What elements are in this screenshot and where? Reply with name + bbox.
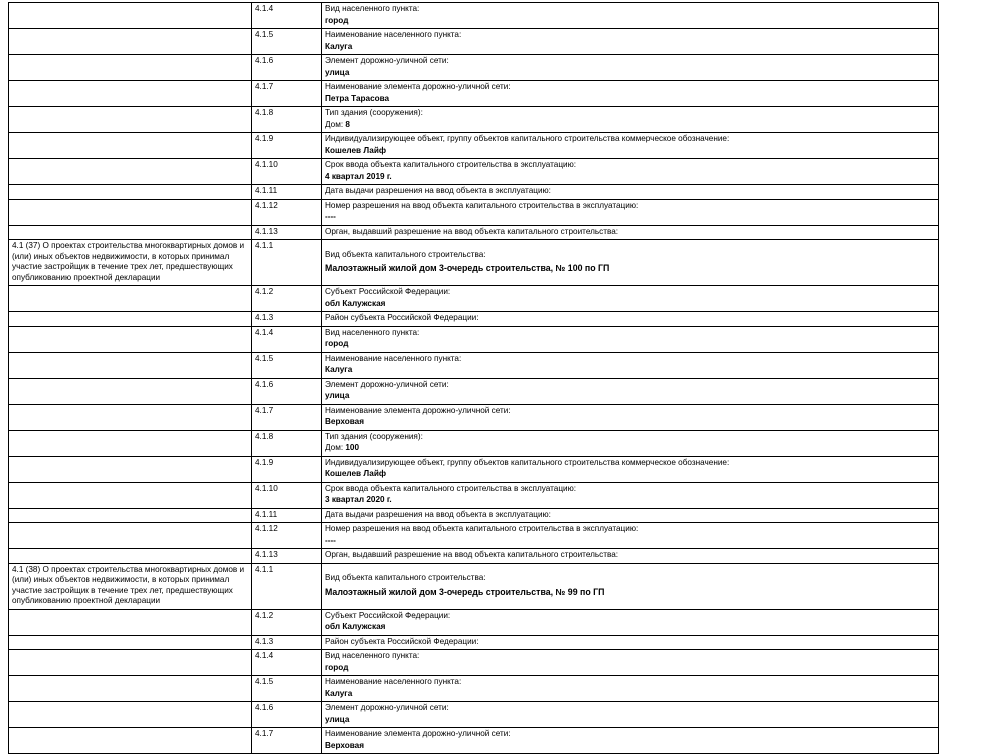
table-row [9, 456, 939, 482]
value-cell [322, 404, 939, 430]
section-cell [9, 159, 252, 185]
table-row [9, 326, 939, 352]
field-label: Номер разрешения на ввод объекта капитального строительства в эксплуатацию: [325, 524, 639, 533]
value-cell [322, 107, 939, 133]
table-row [9, 199, 939, 225]
table-row [9, 404, 939, 430]
clause-number-cell: 4.1.5 [252, 29, 322, 55]
field-value: ---- [325, 212, 336, 221]
table-row [9, 676, 939, 702]
value-cell [322, 29, 939, 55]
section-cell [9, 635, 252, 650]
clause-number-cell: 4.1.2 [252, 286, 322, 312]
field-label: Дата выдачи разрешения на ввод объекта в эксплуатацию: [325, 509, 551, 519]
section-cell [9, 326, 252, 352]
field-label: Элемент дорожно-уличной сети: [325, 703, 449, 712]
value-cell [322, 456, 939, 482]
table-row [9, 563, 939, 609]
field-value: Малоэтажный жилой дом 3-очередь строительства, № 99 по ГП [325, 586, 605, 597]
table-row [9, 728, 939, 754]
section-cell [9, 728, 252, 754]
clause-number-cell: 4.1.2 [252, 609, 322, 635]
section-cell [9, 549, 252, 564]
section-cell [9, 523, 252, 549]
field-value: Верховая [325, 740, 364, 750]
table-row [9, 55, 939, 81]
field-value: город [325, 339, 349, 348]
value-cell [322, 286, 939, 312]
section-cell [9, 286, 252, 312]
value-cell [322, 81, 939, 107]
field-label: Наименование элемента дорожно-уличной сети: [325, 729, 511, 738]
field-value: город [325, 15, 349, 25]
section-cell [9, 482, 252, 508]
section-cell [9, 404, 252, 430]
clause-number-cell: 4.1.6 [252, 378, 322, 404]
value-cell [322, 185, 939, 200]
table-row [9, 635, 939, 650]
section-cell [9, 676, 252, 702]
field-label: Дата выдачи разрешения на ввод объекта в эксплуатацию: [325, 186, 551, 195]
field-value: Верховая [325, 417, 364, 426]
field-label: Субъект Российской Федерации: [325, 287, 451, 296]
field-label: Вид объекта капитального строительства: [325, 573, 486, 583]
section-cell [9, 3, 252, 29]
value-cell [322, 728, 939, 754]
field-value: обл Калужская [325, 298, 386, 308]
value-cell [322, 326, 939, 352]
field-value: Калуга [325, 365, 353, 374]
field-value: 3 квартал 2020 г. [325, 495, 392, 504]
declaration-table [8, 2, 939, 754]
clause-number-cell: 4.1.3 [252, 635, 322, 650]
field-label: Тип здания (сооружения): [325, 108, 423, 117]
clause-number-cell: 4.1.3 [252, 312, 322, 327]
value-cell [322, 240, 939, 286]
field-value: Калуга [325, 41, 353, 51]
section-cell [9, 225, 252, 240]
field-value: Кошелев Лайф [325, 145, 387, 155]
document-page [0, 2, 1000, 750]
table-row [9, 159, 939, 185]
field-label: Элемент дорожно-уличной сети: [325, 56, 449, 65]
field-label: Наименование населенного пункта: [325, 353, 462, 363]
section-cell [9, 199, 252, 225]
field-label: Субъект Российской Федерации: [325, 610, 451, 620]
clause-number-cell: 4.1.9 [252, 456, 322, 482]
field-label: Вид объекта капитального строительства: [325, 249, 486, 259]
clause-number-cell: 4.1.7 [252, 404, 322, 430]
table-row [9, 240, 939, 286]
field-value: улица [325, 391, 350, 400]
value-cell [322, 159, 939, 185]
clause-number-cell: 4.1.4 [252, 326, 322, 352]
field-label: Срок ввода объекта капитального строительства в эксплуатацию: [325, 160, 577, 169]
value-cell [322, 508, 939, 523]
section-cell [9, 312, 252, 327]
value-cell [322, 199, 939, 225]
table-row [9, 225, 939, 240]
value-cell [322, 55, 939, 81]
section-cell [9, 55, 252, 81]
section-cell [9, 702, 252, 728]
section-cell [9, 650, 252, 676]
table-row [9, 185, 939, 200]
clause-number-cell: 4.1.4 [252, 3, 322, 29]
clause-number-cell: 4.1.10 [252, 482, 322, 508]
table-row [9, 549, 939, 564]
section-cell [9, 352, 252, 378]
section-cell [9, 609, 252, 635]
section-cell [9, 456, 252, 482]
table-row [9, 430, 939, 456]
clause-number-cell: 4.1.13 [252, 225, 322, 240]
value-cell [322, 650, 939, 676]
field-label: Район субъекта Российской Федерации: [325, 313, 479, 322]
value-cell [322, 676, 939, 702]
section-cell [9, 81, 252, 107]
clause-number-cell: 4.1.7 [252, 81, 322, 107]
value-cell [322, 609, 939, 635]
value-cell [322, 549, 939, 564]
clause-number-cell: 4.1.12 [252, 199, 322, 225]
clause-number-cell: 4.1.11 [252, 185, 322, 200]
clause-number-cell: 4.1.5 [252, 352, 322, 378]
clause-number-cell: 4.1.10 [252, 159, 322, 185]
table-row [9, 286, 939, 312]
field-value: Петра Тарасова [325, 93, 390, 103]
section-cell [9, 185, 252, 200]
clause-number-cell: 4.1.4 [252, 650, 322, 676]
table-row [9, 508, 939, 523]
field-value: 4 квартал 2019 г. [325, 171, 392, 181]
field-label: Орган, выдавший разрешение на ввод объекта капитального строительства: [325, 550, 619, 559]
field-value: Дом: 8 [325, 119, 350, 129]
table-row [9, 523, 939, 549]
clause-number-cell: 4.1.12 [252, 523, 322, 549]
value-cell [322, 563, 939, 609]
field-value: Калуга [325, 688, 353, 698]
value-cell [322, 312, 939, 327]
table-row [9, 702, 939, 728]
clause-number-cell: 4.1.7 [252, 728, 322, 754]
field-value: улица [325, 67, 350, 77]
value-cell [322, 482, 939, 508]
field-value: ---- [325, 535, 336, 545]
section-cell [9, 133, 252, 159]
clause-number-cell: 4.1.1 [252, 240, 322, 286]
field-value: улица [325, 714, 350, 724]
section-cell [9, 29, 252, 55]
table-row [9, 650, 939, 676]
clause-number-cell: 4.1.13 [252, 549, 322, 564]
clause-number-cell: 4.1.8 [252, 430, 322, 456]
clause-number-cell: 4.1.5 [252, 676, 322, 702]
section-cell [9, 430, 252, 456]
table-row [9, 133, 939, 159]
value-cell [322, 3, 939, 29]
section-cell [9, 107, 252, 133]
clause-number-cell: 4.1.1 [252, 563, 322, 609]
section-cell [9, 508, 252, 523]
value-cell [322, 378, 939, 404]
value-cell [322, 635, 939, 650]
clause-number-cell: 4.1.11 [252, 508, 322, 523]
table-row [9, 352, 939, 378]
value-cell [322, 523, 939, 549]
field-label: Номер разрешения на ввод объекта капитального строительства в эксплуатацию: [325, 200, 639, 210]
field-value: город [325, 662, 349, 672]
clause-number-cell: 4.1.6 [252, 702, 322, 728]
section-cell: 4.1 (37) О проектах строительства многоквартирных домов и (или) иных объектов недвижимости, в которых принимал участие застройщик в течение трех лет, предшествующих опубликованию проектной декларации [9, 240, 252, 286]
field-label: Индивидуализирующее объект, группу объектов капитального строительства коммерческое обозначение: [325, 457, 730, 467]
table-row [9, 609, 939, 635]
section-cell [9, 378, 252, 404]
value-cell [322, 430, 939, 456]
field-label: Район субъекта Российской Федерации: [325, 636, 479, 646]
field-label: Тип здания (сооружения): [325, 431, 423, 441]
field-label: Срок ввода объекта капитального строительства в эксплуатацию: [325, 483, 577, 493]
value-cell [322, 352, 939, 378]
table-body [9, 3, 939, 754]
clause-number-cell: 4.1.9 [252, 133, 322, 159]
table-row [9, 81, 939, 107]
field-label: Вид населенного пункта: [325, 651, 420, 660]
field-label: Индивидуализирующее объект, группу объектов капитального строительства коммерческое обозначение: [325, 134, 730, 143]
field-label: Орган, выдавший разрешение на ввод объекта капитального строительства: [325, 226, 619, 236]
field-label: Наименование населенного пункта: [325, 677, 462, 686]
value-cell [322, 225, 939, 240]
field-label: Элемент дорожно-уличной сети: [325, 379, 449, 389]
field-label: Вид населенного пункта: [325, 327, 420, 337]
table-row [9, 378, 939, 404]
field-value: Дом: 100 [325, 443, 360, 452]
field-value: Кошелев Лайф [325, 469, 387, 478]
table-row [9, 3, 939, 29]
field-value: Малоэтажный жилой дом 3-очередь строительства, № 100 по ГП [325, 263, 610, 274]
clause-number-cell: 4.1.8 [252, 107, 322, 133]
table-row [9, 107, 939, 133]
field-label: Вид населенного пункта: [325, 4, 420, 13]
field-label: Наименование элемента дорожно-уличной сети: [325, 405, 511, 415]
clause-number-cell: 4.1.6 [252, 55, 322, 81]
value-cell [322, 133, 939, 159]
table-row [9, 312, 939, 327]
field-value: обл Калужская [325, 622, 386, 631]
value-cell [322, 702, 939, 728]
table-row [9, 29, 939, 55]
section-cell: 4.1 (38) О проектах строительства многоквартирных домов и (или) иных объектов недвижимости, в которых принимал участие застройщик в течение трех лет, предшествующих опубликованию проектной декларации [9, 563, 252, 609]
field-label: Наименование элемента дорожно-уличной сети: [325, 82, 511, 91]
table-row [9, 482, 939, 508]
field-label: Наименование населенного пункта: [325, 30, 462, 39]
